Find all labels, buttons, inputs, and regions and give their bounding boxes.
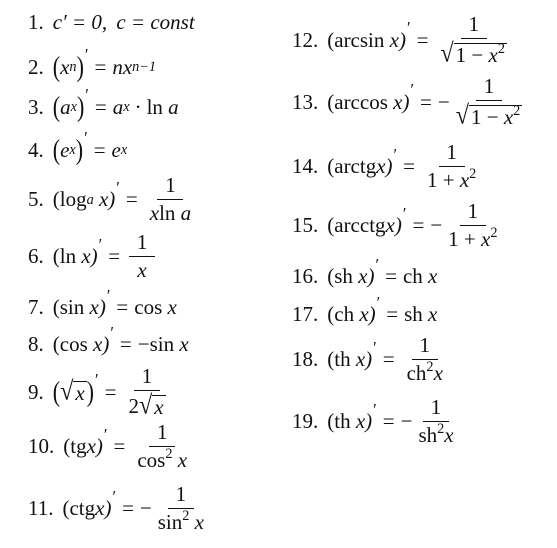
fraction — [453, 74, 526, 131]
equals-sign: = — [116, 295, 129, 319]
func: (th — [327, 347, 351, 371]
formula-18 — [292, 335, 449, 384]
radical-sign: √ — [455, 100, 469, 131]
base: a — [60, 94, 71, 119]
formula-number: 13 . — [292, 92, 318, 113]
func: (sin — [52, 295, 85, 319]
equals-sign: = — [119, 332, 132, 356]
prime-mark: ′ — [402, 203, 407, 223]
rad-one: 1 − — [470, 105, 504, 130]
den-two: 2 — [128, 394, 139, 418]
formula-19 — [292, 397, 460, 446]
func: (th — [327, 409, 351, 433]
den-func: ch — [406, 361, 427, 385]
minus-sign: − — [139, 496, 152, 520]
numerator: 1 — [476, 76, 502, 101]
arg: x) — [393, 89, 410, 114]
rhs-arg: x — [428, 302, 438, 326]
base: x — [60, 54, 70, 79]
numerator: 1 — [423, 397, 449, 422]
arg: x) — [359, 302, 376, 326]
numerator: 1 — [134, 366, 160, 391]
formula-number: 10 . — [28, 436, 54, 457]
formula-2: 2 . ( x n ) ′ = n x n−1 — [28, 56, 156, 78]
prime-mark: ′ — [98, 234, 103, 254]
arg: x) — [81, 244, 98, 268]
den-exp: 2 — [426, 359, 434, 376]
denominator — [445, 226, 500, 250]
denominator — [404, 360, 446, 384]
numerator: 1 — [412, 335, 438, 360]
prime-mark: ′ — [373, 337, 377, 357]
den-exp: 2 — [490, 225, 498, 242]
den-one: 1 + — [426, 168, 460, 192]
formula-6 — [28, 232, 158, 281]
fraction — [147, 175, 194, 224]
left-paren: ( — [52, 133, 61, 166]
square-root — [440, 38, 507, 69]
fraction — [415, 397, 456, 446]
fraction — [437, 12, 510, 69]
equals-sign: = — [416, 27, 429, 52]
radical-sign: √ — [440, 38, 454, 69]
prime-mark: ′ — [116, 177, 120, 197]
base: e — [111, 137, 121, 162]
formula-number: 5 . — [28, 189, 44, 210]
rad-exp: 2 — [497, 41, 505, 58]
arg: x) — [355, 409, 373, 433]
formula-number: 16 . — [292, 266, 318, 287]
denominator — [134, 447, 190, 471]
formula-4: 4 . ( e x ) ′ = e x — [28, 139, 127, 161]
left-paren: ( — [52, 50, 61, 83]
den-exp: 2 — [182, 508, 190, 525]
formula-number: 19 . — [292, 411, 318, 432]
den-a: a — [180, 201, 192, 225]
func: (ch — [327, 302, 355, 326]
radical-sign: √ — [138, 390, 153, 421]
left-paren: ( — [52, 90, 61, 123]
numerator: 1 — [129, 232, 155, 257]
base: a — [112, 94, 124, 119]
formula-number: 4 . — [28, 140, 44, 161]
equals-sign: = — [412, 213, 425, 237]
den-x: x — [177, 448, 188, 472]
formula-11 — [28, 484, 210, 533]
rad-exp: 2 — [513, 103, 521, 120]
den-func: cos — [137, 448, 166, 472]
equals-sign: = — [382, 347, 395, 371]
prime-mark: ′ — [393, 144, 398, 164]
radicand: x — [154, 395, 164, 420]
formula-number: 15 . — [292, 215, 318, 236]
formula-number: 3 . — [28, 97, 44, 118]
denominator — [415, 422, 456, 446]
denominator — [147, 200, 194, 224]
formula-12 — [292, 12, 513, 69]
formula-8 — [28, 322, 189, 356]
rad-x: x — [488, 43, 498, 68]
den-ln: ln — [159, 201, 176, 225]
rhs-func: ch — [402, 264, 423, 288]
func: (tg — [63, 434, 87, 458]
fraction — [404, 335, 446, 384]
func: (arctg — [327, 154, 377, 178]
prime-mark: ′ — [85, 85, 89, 105]
equals-sign: = — [104, 379, 117, 404]
rhs-func: −sin — [137, 332, 175, 356]
equals-sign: = — [122, 496, 134, 520]
base: e — [60, 137, 70, 162]
equals-sign: = — [420, 89, 432, 114]
formula-3: 3 . ( a x ) ′ = a x · ln a — [28, 96, 179, 118]
equals-sign: = — [386, 302, 399, 326]
arg: x) — [376, 154, 393, 178]
arg: x) — [98, 187, 116, 211]
prime-mark: ′ — [112, 486, 117, 506]
minus-sign: − — [400, 409, 413, 433]
rhs-func: cos — [134, 295, 163, 319]
fraction — [134, 422, 190, 471]
func: (arcctg — [327, 213, 386, 237]
arg: x) — [355, 347, 373, 371]
equals-sign: = — [113, 434, 126, 458]
equals-sign: = — [94, 54, 107, 79]
formula-number: 17 . — [292, 304, 318, 325]
formula-text: c = const — [116, 10, 195, 34]
prime-mark: ′ — [376, 292, 381, 312]
den-exp: 2 — [469, 166, 477, 183]
minus-sign: − — [430, 213, 443, 237]
prime-mark: ′ — [106, 285, 111, 305]
square-root — [60, 376, 87, 407]
formula-9 — [28, 364, 172, 421]
radicand: x — [75, 381, 85, 406]
denominator — [125, 390, 168, 421]
formula-15 — [292, 201, 503, 250]
arg: x) — [358, 264, 375, 288]
prime-mark: ′ — [373, 399, 377, 419]
formula-number: 7 . — [28, 297, 44, 318]
equals-sign: = — [125, 187, 138, 211]
den-one: 1 + — [448, 227, 481, 251]
equals-sign: = — [382, 409, 395, 433]
base: x — [122, 54, 133, 79]
square-root — [138, 390, 166, 421]
equals-sign: = — [108, 244, 121, 268]
den-x: x — [444, 423, 454, 447]
arg: x) — [93, 332, 110, 356]
formula-text: c′ = 0, — [52, 10, 108, 34]
den-func: sh — [418, 423, 438, 447]
right-paren: ) — [76, 90, 85, 123]
denominator — [155, 509, 207, 533]
arg: a — [168, 94, 179, 119]
prime-mark: ′ — [84, 128, 88, 148]
denominator — [453, 100, 526, 131]
fraction — [155, 484, 207, 533]
func: (cos — [52, 332, 88, 356]
arg: x) — [389, 27, 406, 52]
den-x: x — [194, 510, 204, 534]
formula-number: 9 . — [28, 382, 44, 403]
func: (log — [52, 187, 87, 211]
formula-number: 8 . — [28, 334, 44, 355]
den-x: x — [433, 361, 443, 385]
prime-mark: ′ — [375, 254, 380, 274]
right-paren: ) — [86, 375, 95, 408]
den-x: x — [149, 201, 160, 225]
equals-sign: = — [93, 137, 106, 162]
numerator: 1 — [460, 201, 486, 226]
formula-17 — [292, 292, 438, 326]
prime-mark: ′ — [103, 424, 108, 444]
ln: ln — [146, 94, 163, 119]
right-paren: ) — [75, 133, 84, 166]
func: (ctg — [62, 496, 96, 520]
fraction — [125, 364, 168, 421]
numerator: 1 — [461, 14, 487, 39]
coef: n — [112, 54, 123, 79]
func: (arcsin — [327, 27, 385, 52]
prime-mark: ′ — [406, 18, 411, 38]
radicand — [454, 43, 507, 66]
func: (ln — [52, 244, 77, 268]
rhs-arg: x — [167, 295, 177, 319]
rad-x: x — [503, 105, 514, 130]
prime-mark: ′ — [410, 80, 415, 100]
formula-number: 14 . — [292, 156, 318, 177]
func: (arccos — [327, 89, 388, 114]
equals-sign: = — [385, 264, 397, 288]
equals-sign: = — [94, 94, 107, 119]
formula-7 — [28, 285, 177, 319]
denominator — [424, 167, 479, 191]
formula-16 — [292, 254, 438, 288]
equals-sign: = — [403, 154, 415, 178]
numerator: 1 — [439, 142, 465, 167]
denominator: x — [137, 258, 147, 282]
square-root — [455, 100, 523, 131]
formula-number: 18 . — [292, 349, 318, 370]
denominator — [437, 38, 510, 69]
fraction — [424, 142, 479, 191]
dot: · — [134, 94, 142, 119]
arg: x) — [95, 496, 112, 520]
prime-mark: ′ — [110, 322, 114, 342]
den-exp: 2 — [165, 446, 173, 463]
rhs-arg: x — [428, 264, 438, 288]
den-exp: 2 — [437, 421, 445, 438]
den-func: sin — [157, 510, 183, 534]
radicand — [469, 105, 522, 128]
prime-mark: ′ — [84, 45, 89, 65]
formula-number: 1 . — [28, 12, 44, 33]
numerator: 1 — [149, 422, 175, 447]
rad-one: 1 − — [455, 43, 489, 68]
radical-sign: √ — [60, 376, 74, 407]
formula-number: 12 . — [292, 30, 318, 51]
rhs-func: sh — [404, 302, 423, 326]
arg: x) — [385, 213, 402, 237]
func: (sh — [327, 264, 353, 288]
numerator: 1 — [168, 484, 194, 509]
right-paren: ) — [76, 50, 84, 83]
formula-14 — [292, 142, 482, 191]
formula-number: 11 . — [28, 498, 53, 519]
fraction — [129, 232, 155, 281]
den-x: x — [459, 168, 470, 192]
left-paren: ( — [52, 375, 61, 408]
den-x: x — [481, 227, 491, 251]
fraction — [445, 201, 500, 250]
formula-10 — [28, 422, 193, 471]
numerator: 1 — [157, 175, 183, 200]
prime-mark: ′ — [95, 370, 99, 390]
formula-number: 2 . — [28, 57, 44, 78]
formula-5: 5 . (log a x) ′ = $\frac{1}{\text{xln a}}$ — [28, 175, 197, 224]
arg: x) — [86, 434, 103, 458]
rhs-arg: x — [179, 332, 189, 356]
formula-13 — [292, 74, 528, 131]
arg: x) — [89, 295, 106, 319]
formula-1 — [28, 12, 195, 33]
minus-sign: − — [437, 89, 450, 114]
formula-number: 6 . — [28, 246, 44, 267]
